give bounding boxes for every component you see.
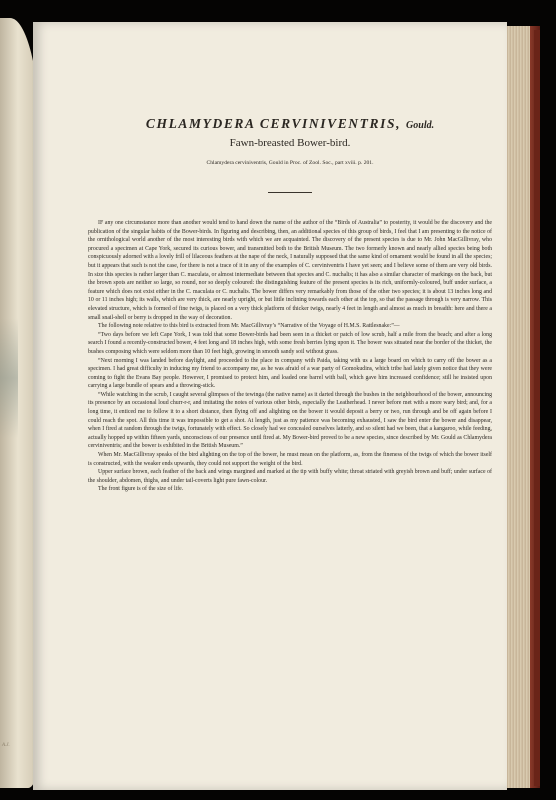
paragraph: “While watching in the scrub, I caught several glimpses of the tewinga (the native name) as it darted through the bushes in the neighbourhood of the bower, announcing its presence by an occasional loud churr-r-r, and imitating the notes of various other birds, especially the Leatherhead. I never before met with a more wary bird; and, for a long time, it enticed me to follow it to a short distance, then flying off and alighting on the bower it would deposit a berry or two, run through and be off again before I could reach the spot. All this time it was impossible to get a shot. At length, just as my patience was becoming exhausted, I saw the bird enter the bower and disappear, when I fired at random through the twigs, fortunately with effect. So closely had we concealed ourselves latterly, and so silent had we been, that a kangaroo, while feeding, actually hopped up within fifteen yards, unconscious of our presence until fired at. My Bower-bird proved to be a new species, since described by Mr. Gould as Chlamydera cerviniventris; and the bower is exhibited in the British Museum.” [88,391,492,450]
synonymy-reference: Chlamydera cerviniventris, Gould in Proc. of Zool. Soc., part xviii. p. 201. [206,160,374,166]
species-title [88,116,492,132]
book-cover-edge [534,30,540,786]
common-name: Fawn-breasted Bower-bird. [229,137,351,149]
page-content [88,116,492,494]
paragraph: IF any one circumstance more than another would tend to hand down the name of the author of the “Birds of Australia” to posterity, it would be the discovery and the publication of the singular habits of the Bower-birds. In figuring and describing, then, an additional species of this group of birds, I feel that I am presenting to the notice of the ornithological world another of the most interesting birds with which we are acquainted. The discovery of the present species is due to Mr. John MacGillivray, who procured a specimen at Cape York, secured its curious bower, and transmitted both to the British Museum. The two formerly known and nearly allied species being both conspicuously adorned with a lovely frill of lilaceous feathers at the nape of the neck, I naturally supposed that the same kind of ornament would be found in all the species; but it appears that such is not the case, for there is not a trace of it in any of the examples of C. cerviniventris I have yet seen; and I believe some of them are very old birds. In size this species is rather larger than C. maculata, or almost intermediate between that species and C. nuchalis; it has also a similar character of markings on the back, but the brown spots are neither so large, so round, nor so deeply coloured: the distinguishing feature of the present species is its rich, uniformly-coloured, buff under surface, a feature which does not exist either in the C. maculata or C. nuchalis. The bower differs very remarkably from those of the other two species; it is about 13 inches long and 10 or 11 inches high; its walls, which are very thick, are nearly upright, or but little inclining towards each other at the top, so that the passage through is very narrow. This elevated structure, which is formed of fine twigs, is placed on a very thick platform of thicker twigs, nearly 4 feet in length and almost as much in breadth: here and there a small snail-shell or berry is dropped in the way of decoration. [88,220,492,321]
paragraph: The following note relative to this bird is extracted from Mr. MacGillivray’s “Narrative of the Voyage of H.M.S. Rattlesnake:”— [98,323,400,330]
body-text [88,219,492,494]
paragraph: “Two days before we left Cape York, I was told that some Bower-birds had been seen in a thicket or patch of low scrub, half a mile from the beach; and after a long search I found a recently-constructed bower, 4 feet long and 18 inches high, with some fresh berries lying upon it. The bower was situated near the border of the thicket, the bushes composing which were seldom more than 10 feet high, growing in smooth sandy soil without grass. [88,331,492,355]
paragraph: The front figure is of the size of life. [98,486,184,493]
paragraph: Upper surface brown, each feather of the back and wings margined and marked at the tip with buffy white; throat striated with greyish brown and buff; under surface of the shoulder, abdomen, thighs, and under tail-coverts light pure fawn-colour. [88,469,492,484]
paragraph: “Next morning I was landed before daylight, and proceeded to the place in company with Paida, taking with us a large board on which to carry off the bower as a specimen. I had great difficulty in inducing my friend to accompany me, as he was afraid of a war party of Gomokudins, which tribe had lately given notice that they were coming to fight the Evans Bay people. However, I promised to protect him, and loaded one barrel with ball, which gave him increased confidence; still he insisted upon carrying a large bundle of spears and a throwing-stick. [88,357,492,390]
plate-corner-mark: A.J. [2,743,10,748]
section-divider [268,192,312,193]
species-author: Gould. [406,120,435,131]
paragraph: When Mr. MacGillivray speaks of the bird alighting on the top of the bower, he must mean on the platform, as, from the fineness of the twigs of which the bower itself is constructed, with the weaker ends upwards, they could not support the weight of the bird. [88,452,492,467]
plate-illustration-edge [0,318,18,438]
species-name: CHLAMYDERA CERVINIVENTRIS, [145,116,402,131]
